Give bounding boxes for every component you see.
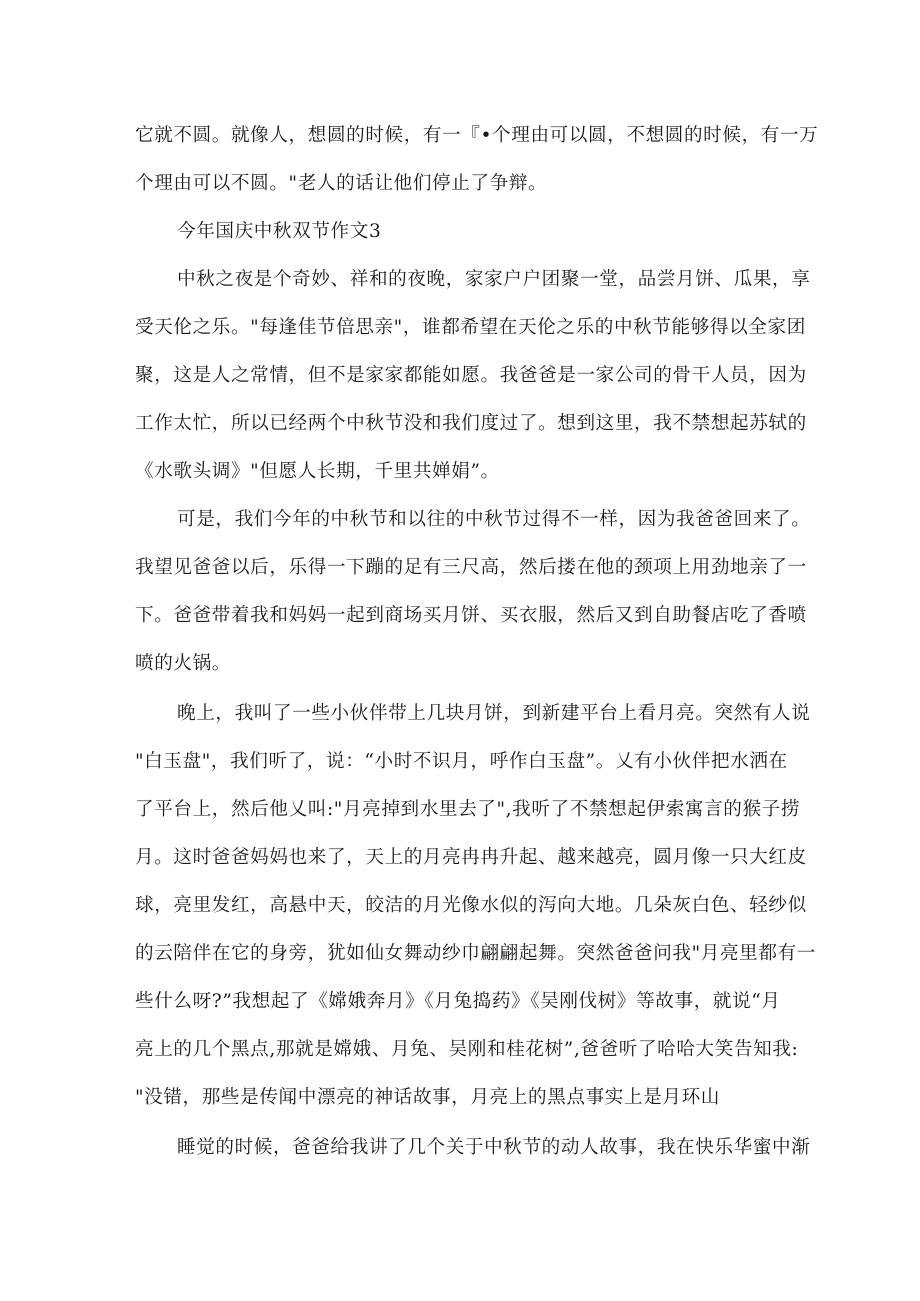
text-line: 睡觉的时候，爸爸给我讲了几个关于中秋节的动人故事，我在快乐华蜜中渐 (177, 1137, 811, 1158)
text-line: 喷的火锅。 (135, 653, 231, 674)
text-line: 了平台上，然后他乂叫:"月亮掉到水里去了",我听了不禁想起伊索寓言的猴子捞 (135, 799, 801, 820)
text-line: 《水歌头调》"但愿人长期，千里共婵娟”。 (135, 461, 500, 482)
text-line: 个理由可以不圆。"老人的话让他们停止了争辩。 (135, 173, 548, 194)
text-line: 工作太忙，所以已经两个中秋节没和我们度过了。想到这里，我不禁想起苏轼的 (135, 413, 807, 434)
text-line: 晚上，我叫了一些小伙伴带上几块月饼，到新建平台上看月亮。突然有人说 (177, 703, 811, 724)
text-line: 中秋之夜是个奇妙、祥和的夜晚，家家户户团聚一堂，品尝月饼、瓜果，享 (177, 269, 811, 290)
text-line: 可是，我们今年的中秋节和以往的中秋节过得不一样，因为我爸爸回来了。 (177, 509, 811, 530)
text-line: 我望见爸爸以后，乐得一下蹦的足有三尺高，然后搂在他的颈项上用劲地亲了一 (135, 557, 807, 578)
text-line: 它就不圆。就像人，想圆的时候，有一『•个理由可以圆，不想圆的时候，有一万 (135, 125, 819, 146)
text-line: 的云陪伴在它的身旁，犹如仙女舞动纱巾翩翩起舞。突然爸爸问我"月亮里都有一 (135, 943, 816, 964)
text-line: 受天伦之乐。"每逢佳节倍思亲"，谁都希望在天伦之乐的中秋节能够得以全家团 (135, 317, 806, 338)
section-heading: 今年国庆中秋双节作文3 (177, 221, 382, 242)
text-line: 聚，这是人之常情，但不是家家都能如愿。我爸爸是一家公司的骨干人员，因为 (135, 365, 807, 386)
text-line: 月。这时爸爸妈妈也来了，天上的月亮冉冉升起、越来越亮，圆月像一只大红皮 (135, 847, 807, 868)
text-line: 亮上的几个黑点,那就是嫦娥、月兔、吴刚和桂花树”,爸爸听了哈哈大笑告知我: (135, 1039, 799, 1060)
text-line: 球，亮里发红，高悬中天，皎洁的月光像水似的泻向大地。几朵灰白色、轻纱似 (135, 895, 807, 916)
text-line: 下。爸爸带着我和妈妈一起到商场买月饼、买衣服，然后又到自助餐店吃了香喷 (135, 605, 807, 626)
text-line: "没错，那些是传闻中漂亮的神话故事，月亮上的黑点事实上是月环山 (135, 1087, 720, 1108)
text-line: 些什么呀?”我想起了《嫦娥奔月》《月兔捣药》《吴刚伐树》等故事，就说“月 (135, 991, 781, 1012)
text-line: "白玉盘"，我们听了，说：“小时不识月，呼作白玉盘”。乂有小伙伴把水洒在 (135, 751, 788, 772)
